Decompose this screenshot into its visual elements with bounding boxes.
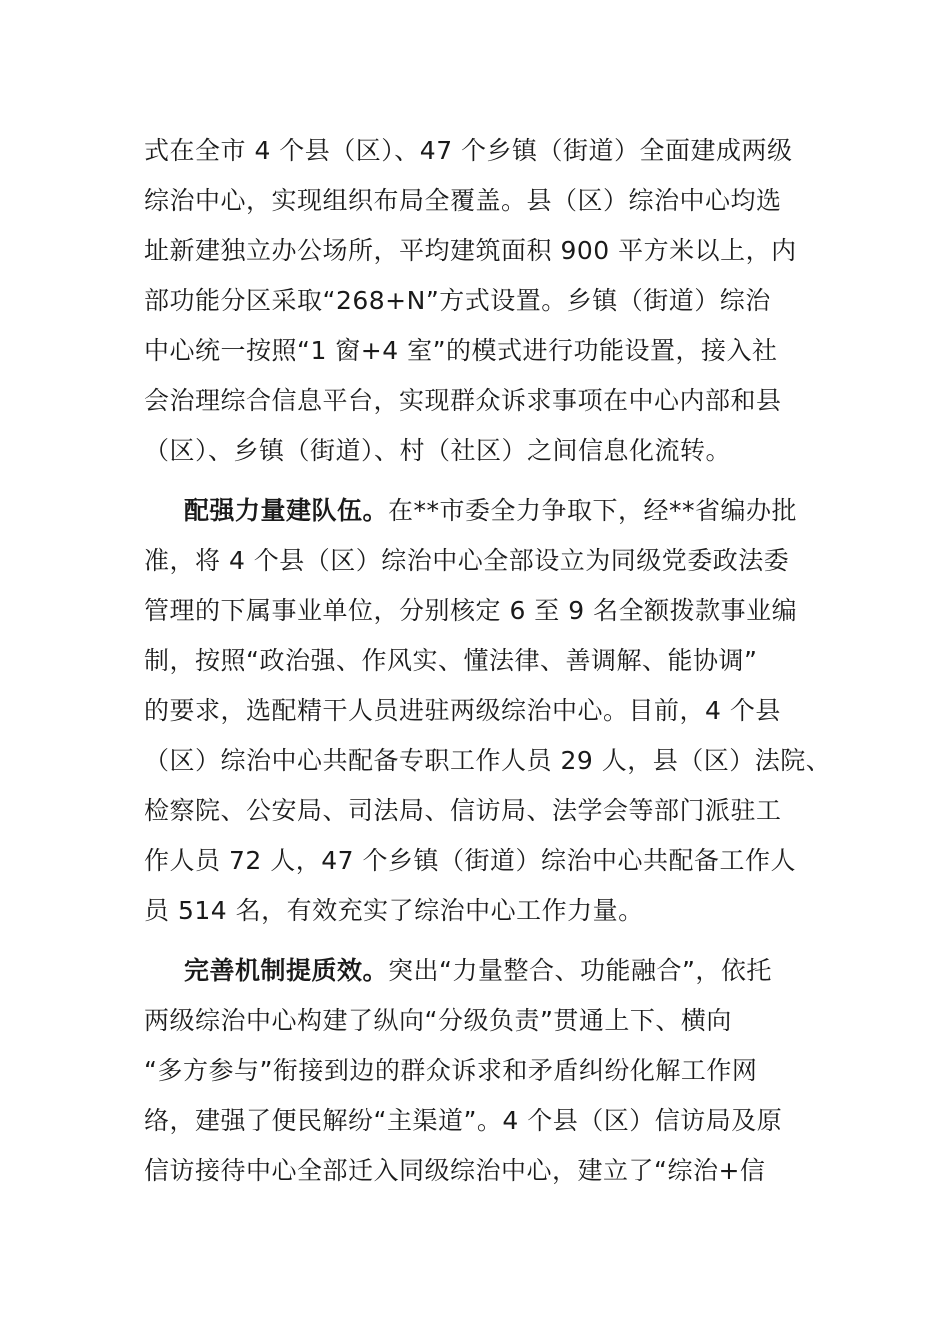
paragraph-line: 综治中心，实现组织布局全覆盖。县（区）综治中心均选 — [144, 186, 782, 215]
paragraph-line: 管理的下属事业单位，分别核定 6 至 9 名全额拨款事业编 — [144, 596, 798, 625]
paragraph-first-line-text: 突出“力量整合、功能融合”，依托 — [388, 956, 772, 985]
paragraph-line: 检察院、公安局、司法局、信访局、法学会等部门派驻工 — [144, 796, 782, 825]
paragraph-line: （区）、乡镇（街道）、村（社区）之间信息化流转。 — [144, 436, 732, 465]
paragraph-spacer — [144, 476, 824, 486]
paragraph-line: 中心统一按照“1 窗+4 室”的模式进行功能设置，接入社 — [144, 336, 778, 365]
paragraph-first-line — [144, 486, 824, 536]
paragraph-first-line-text: 在**市委全力争取下，经**省编办批 — [388, 496, 798, 525]
paragraph-line: 部功能分区采取“268+N”方式设置。乡镇（街道）综治 — [144, 286, 771, 315]
paragraph-line: 员 514 名，有效充实了综治中心工作力量。 — [144, 896, 644, 925]
paragraph-line: 准，将 4 个县（区）综治中心全部设立为同级党委政法委 — [144, 546, 790, 575]
paragraph-line: 信访接待中心全部迁入同级综治中心，建立了“综治+信 — [144, 1156, 766, 1185]
paragraph-line: 制，按照“政治强、作风实、懂法律、善调解、能协调” — [144, 646, 758, 675]
paragraph-first-line — [144, 946, 824, 996]
paragraph-line: （区）综治中心共配备专职工作人员 29 人，县（区）法院、 — [144, 746, 832, 775]
paragraph-line: 会治理综合信息平台，实现群众诉求事项在中心内部和县 — [144, 386, 782, 415]
paragraph-spacer — [144, 936, 824, 946]
paragraph-1 — [144, 126, 824, 476]
paragraph-line: 两级综治中心构建了纵向“分级负责”贯通上下、横向 — [144, 1006, 732, 1035]
paragraph-line: 式在全市 4 个县（区）、47 个乡镇（街道）全面建成两级 — [144, 136, 793, 165]
paragraph-line: “多方参与”衔接到边的群众诉求和矛盾纠纷化解工作网 — [144, 1056, 758, 1085]
paragraph-lead-heading: 完善机制提质效。 — [184, 956, 389, 985]
paragraph-lead-heading: 配强力量建队伍。 — [184, 496, 389, 525]
paragraph-2 — [144, 486, 832, 936]
document-body — [144, 126, 832, 1196]
paragraph-line: 址新建独立办公场所，平均建筑面积 900 平方米以上，内 — [144, 236, 797, 265]
paragraph-line: 络，建强了便民解纷“主渠道”。4 个县（区）信访局及原 — [144, 1106, 783, 1135]
paragraph-line: 作人员 72 人，47 个乡镇（街道）综治中心共配备工作人 — [144, 846, 796, 875]
paragraph-3 — [144, 946, 824, 1196]
paragraph-line: 的要求，选配精干人员进驻两级综治中心。目前，4 个县 — [144, 696, 781, 725]
